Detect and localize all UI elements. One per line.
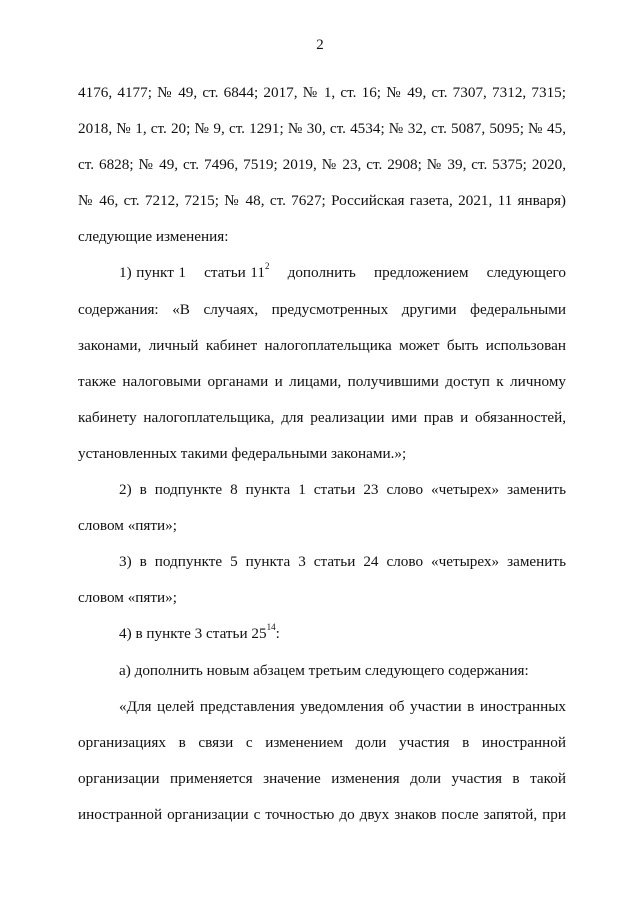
text-line-5-part-1: следующие изменения: [78, 228, 229, 246]
text-line-4 [78, 183, 566, 219]
superscript-2: 2 [264, 261, 270, 272]
text-line-3 [78, 147, 566, 183]
text-line-17-part-1: а) дополнить новым абзацем третьим следующего содержания: [119, 661, 529, 679]
text-line-20 [78, 761, 566, 797]
text-line-10 [78, 400, 566, 436]
text-line-18 [78, 689, 566, 725]
text-line-9-part-1: также налоговыми органами и лицами, получившими доступ к личному [78, 372, 566, 390]
text-line-16 [78, 616, 566, 652]
text-line-2-part-1: 2018, № 1, ст. 20; № 9, ст. 1291; № 30, ст. 4534; № 32, ст. 5087, 5095; № 45, [78, 120, 566, 138]
text-line-4-part-1: № 46, ст. 7212, 7215; № 48, ст. 7627; Российская газета, 2021, 11 января) [78, 192, 566, 210]
text-line-21-part-1: иностранной организации с точностью до двух знаков после запятой, при [78, 805, 566, 823]
text-line-2 [78, 111, 566, 147]
superscript-14: 14 [266, 622, 276, 633]
text-line-1-part-1: 4176, 4177; № 49, ст. 6844; 2017, № 1, ст. 16; № 49, ст. 7307, 7312, 7315; [78, 84, 566, 101]
text-line-20-part-1: организации применяется значение изменения доли участия в такой [78, 769, 566, 787]
text-line-19-part-1: организациях в связи с изменением доли участия в иностранной [78, 733, 566, 751]
text-line-6-part-1: 1) пункт 1 статьи 11 [119, 264, 265, 282]
text-line-15 [78, 580, 566, 616]
text-line-1 [78, 75, 566, 111]
text-line-8-part-1: законами, личный кабинет налогоплательщика может быть использован [78, 336, 566, 354]
text-line-7 [78, 292, 566, 328]
text-line-21 [78, 797, 566, 833]
text-line-10-part-1: кабинету налогоплательщика, для реализации ими прав и обязанностей, [78, 408, 566, 426]
text-line-12 [78, 472, 566, 508]
text-line-8 [78, 328, 566, 364]
text-line-7-part-1: содержания: «В случаях, предусмотренных другими федеральными [78, 300, 566, 318]
text-line-6 [78, 255, 566, 291]
text-line-6-part-3: дополнить предложением следующего [269, 264, 567, 282]
text-line-14 [78, 544, 566, 580]
text-line-17 [78, 653, 566, 689]
text-line-16-part-3: : [275, 625, 280, 643]
document-body [78, 75, 566, 833]
text-line-5 [78, 219, 566, 255]
text-line-13-part-1: словом «пяти»; [78, 517, 177, 535]
text-line-12-part-1: 2) в подпункте 8 пункта 1 статьи 23 слово «четырех» заменить [119, 481, 566, 499]
text-line-18-part-1: «Для целей представления уведомления об участии в иностранных [119, 697, 566, 715]
text-line-15-part-1: словом «пяти»; [78, 589, 177, 607]
text-line-16-part-1: 4) в пункте 3 статьи 25 [119, 625, 267, 643]
text-line-13 [78, 508, 566, 544]
text-line-14-part-1: 3) в подпункте 5 пункта 3 статьи 24 слово «четырех» заменить [119, 553, 566, 571]
text-line-9 [78, 364, 566, 400]
page-number: 2 [316, 37, 324, 53]
text-line-11 [78, 436, 566, 472]
text-line-19 [78, 725, 566, 761]
text-line-3-part-1: ст. 6828; № 49, ст. 7496, 7519; 2019, № 23, ст. 2908; № 39, ст. 5375; 2020, [78, 156, 566, 174]
text-line-11-part-1: установленных такими федеральными законами.»; [78, 444, 407, 462]
